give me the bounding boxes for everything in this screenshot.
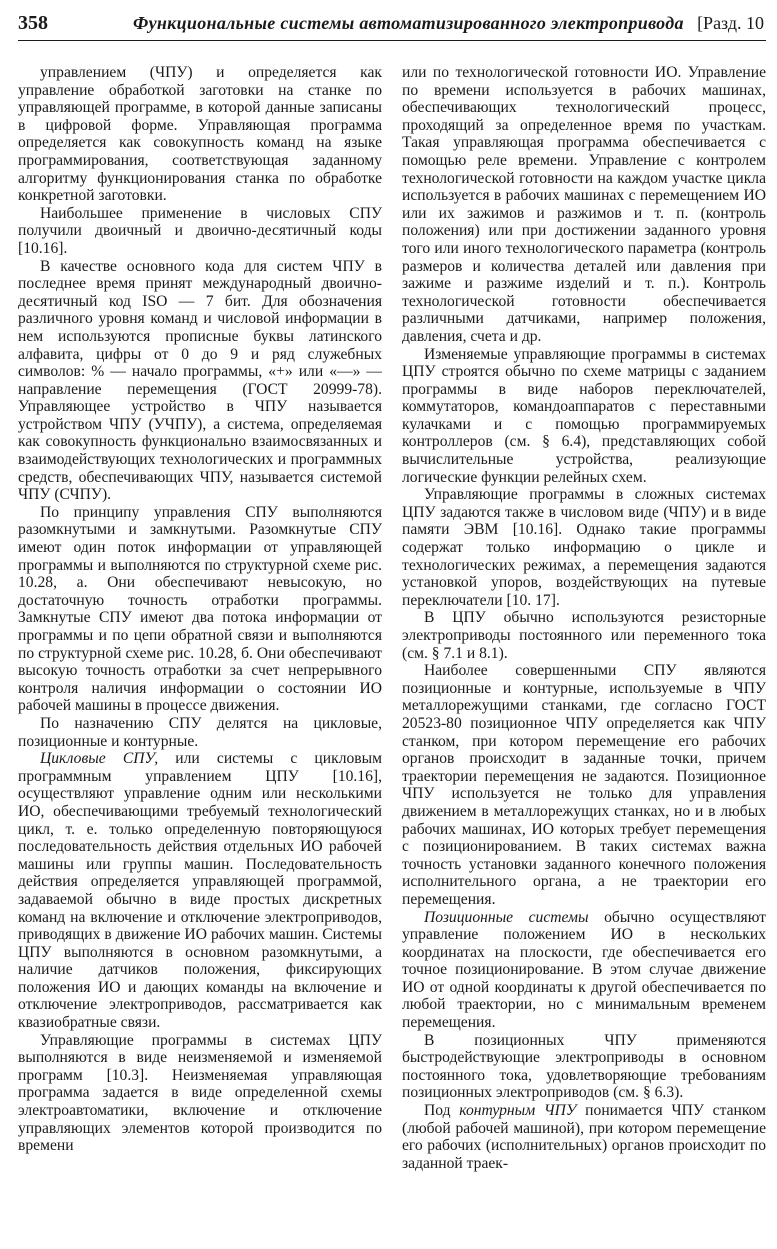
section-label: [Разд. 10 [697, 13, 764, 33]
page-number: 358 [18, 12, 48, 34]
paragraph-text: Наиболее совершенными СПУ являются позиционные и контурные, используемые в ЧПУ металлорежущими станками, где согласно ГОСТ 20523-80 позиционное ЧПУ определяется как ЧПУ станком, при котором перемещение его рабочих органов происходит в заданные точки, причем траектории перемещения не задаются. Позиционное ЧПУ используется не только для управления движением в металлорежущих станках, но и в любых рабочих машинах, ИО которых требует перемещения с позиционированием. В таких системах важна точность установки заданного конечного положения исполнительного органа, а не траектории его перемещения. [402, 662, 766, 908]
paragraph [402, 1102, 766, 1172]
paragraph [18, 205, 382, 258]
paragraph [18, 1032, 382, 1155]
paragraph [18, 258, 382, 504]
page-header [18, 10, 766, 41]
paragraph [402, 662, 766, 908]
paragraph [402, 346, 766, 487]
paragraph [18, 715, 382, 750]
paragraph [402, 64, 766, 346]
paragraph [18, 750, 382, 1032]
paragraph-text: По назначению СПУ делятся на цикловые, позиционные и контурные. [18, 714, 382, 750]
paragraph [402, 609, 766, 662]
italic-term: контурным ЧПУ [459, 1102, 577, 1120]
paragraph-text: понимается ЧПУ станком (любой рабочей машиной), при котором перемещение его рабочих (исполнительных) органов происходит по заданной траек- [402, 1102, 766, 1172]
paragraph-text: или по технологической готовности ИО. Управление по времени используется в рабочих машинах, обеспечивающих технологический процесс, проходящий за определенное время по участкам. Такая управляющая программа обеспечивается с помощью реле времени. Управление с контролем технологической готовности на каждом участке цикла используется в рабочих машинах с перемещением ИО или их зажимов и разжимов и т. п. (контроль положения) или при достижении заданного уровня того или иного технологического параметра (контроль размеров и количества деталей или давления при зажиме и разжиме изделий и т. п.). Контроль технологической готовности обеспечивается различными датчиками, например положения, давления, счета и др. [402, 64, 766, 345]
paragraph-text: или системы с цикловым программным управлением ЦПУ [10.16], осуществляют управление одним или несколькими ИО, обеспечивающими требуемый технологический цикл, т. е. только определенную повторяющуюся последовательность действия отдельных ИО рабочей машины или группы машин. Последовательность действия определяется управляющей программой, задаваемой обычно в виде простых дискретных команд на включение и отключение электроприводов, приводящих в движение ИО рабочих машин. Системы ЦПУ выполняются в основном разомкнутыми, а наличие датчиков положения, фиксирующих положения ИО и дающих команды на включение и отключение электроприводов, рассматривается как квазиобратные связи. [18, 750, 382, 1032]
left-column [18, 64, 382, 1155]
paragraph-text: Наибольшее применение в числовых СПУ получили двоичный и двоично-десятичный коды [10.16]. [18, 204, 382, 257]
paragraph-text: Изменяемые управляющие программы в системах ЦПУ строятся обычно по схеме матрицы с заданием программы в виде наборов переключателей, коммутаторов, командоаппаратов с переставными кулачками и с помощью программируемых контроллеров (см. § 6.4), представляющих собой вычислительные устройства, реализующие логические функции релейных схем. [402, 345, 766, 486]
paragraph-text: Управляющие программы в системах ЦПУ выполняются в виде неизменяемой и изменяемой программ [10.3]. Неизменяемая управляющая программа задается в виде определенной схемы электроавтоматики, включение и отключение управляющих элементов которой производится по времени [18, 1031, 382, 1155]
paragraph [402, 486, 766, 609]
paragraph [18, 504, 382, 715]
running-title: Функциональные системы автоматизированного электропривода [133, 13, 684, 33]
paragraph-prefix: Под [424, 1102, 460, 1120]
paragraph-text: По принципу управления СПУ выполняются разомкнутыми и замкнутыми. Разомкнутые СПУ имеют один поток информации от управляющей программы и выполняются по структурной схеме рис. 10.28, а. Они обеспечивают невысокую, но достаточную точность отработки программы. Замкнутые СПУ имеют два потока информации от программы и по цепи обратной связи и выполняются по структурной схеме рис. 10.28, б. Они обеспечивают высокую точность отработки за счет непрерывного контроля наличия информации о состоянии ИО рабочей машины в процессе движения. [18, 503, 382, 715]
italic-term: Цикловые СПУ, [40, 750, 159, 768]
paragraph [402, 909, 766, 1032]
paragraph-text: Управляющие программы в сложных системах ЦПУ задаются также в числовом виде (ЧПУ) и в виде памяти ЭВМ [10.16]. Однако такие программы содержат только информацию о цикле и технологических режимах, а перемещения задаются установкой упоров, воздействующих на путевые переключатели [10. 17]. [402, 486, 766, 609]
italic-term: Позиционные системы [424, 908, 589, 926]
right-column [402, 64, 766, 1172]
paragraph-text: обычно осуществляют управление положением ИО в нескольких координатах на плоскости, где обеспечивается его точное позиционирование. В этом случае движение ИО от одной координаты к другой обеспечивается по любой траектории, но с минимальным временем перемещения. [402, 908, 766, 1032]
paragraph-text: В качестве основного кода для систем ЧПУ в последнее время принят международный двоично-десятичный код ISO — 7 бит. Для обозначения различного уровня команд и числовой информации в нем используются прописные буквы латинского алфавита, цифры от 0 до 9 и ряд служебных символов: % — начало программы, «+» или «—» — направление перемещения (ГОСТ 20999-78). Управляющее устройство в ЧПУ называется устройством ЧПУ (УЧПУ), а система, определяемая как совокупность функционально взаимосвязанных и взаимодействующих технологических и программных средств, обеспечивающих ЧПУ, называется системой ЧПУ (СЧПУ). [18, 257, 382, 504]
paragraph-text: управлением (ЧПУ) и определяется как управление обработкой заготовки на станке по управляющей программе, в которой данные записаны в цифровой форме. Управляющая программа определяется как совокупность команд на языке программирования, соответствующая заданному алгоритму функционирования станка по обработке конкретной заготовки. [18, 64, 382, 205]
paragraph [18, 64, 382, 205]
paragraph [402, 1032, 766, 1102]
paragraph-text: В ЦПУ обычно используются резисторные электроприводы постоянного или переменного тока (см. § 7.1 и 8.1). [402, 609, 766, 662]
paragraph-text: В позиционных ЧПУ применяются быстродействующие электроприводы в основном постоянного тока, удовлетворяющие требованиям позиционных электроприводов (см. § 6.3). [402, 1031, 766, 1102]
